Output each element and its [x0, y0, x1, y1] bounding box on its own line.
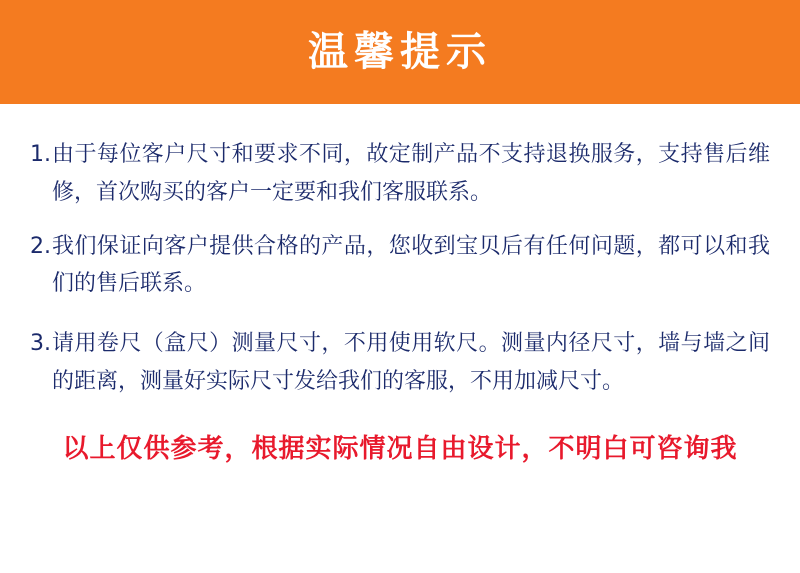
footer-note: 以上仅供参考，根据实际情况自由设计，不明白可咨询我 — [62, 433, 738, 464]
list-item-number: 3. — [30, 331, 51, 357]
list-item-text: 请用卷尺（盒尺）测量尺寸，不用使用软尺。测量内径尺寸，墙与墙之间的距离，测量好实际尺寸发给我们的客服，不用加减尺寸。 — [52, 331, 770, 395]
list-item — [30, 228, 770, 304]
list-item-number: 1. — [30, 142, 51, 167]
list-item — [30, 136, 770, 212]
list-item-text: 我们保证向客户提供合格的产品，您收到宝贝后有任何问题，都可以和我们的售后联系。 — [52, 233, 770, 297]
page-title: 温馨提示 — [308, 29, 492, 75]
list-item-text: 由于每位客户尺寸和要求不同，故定制产品不支持退换服务，支持售后维修，首次购买的客户一定要和我们客服联系。 — [52, 142, 770, 205]
banner — [0, 0, 800, 104]
list-item-number: 2. — [30, 233, 51, 259]
list-item — [30, 325, 770, 401]
notes-list — [0, 104, 800, 467]
